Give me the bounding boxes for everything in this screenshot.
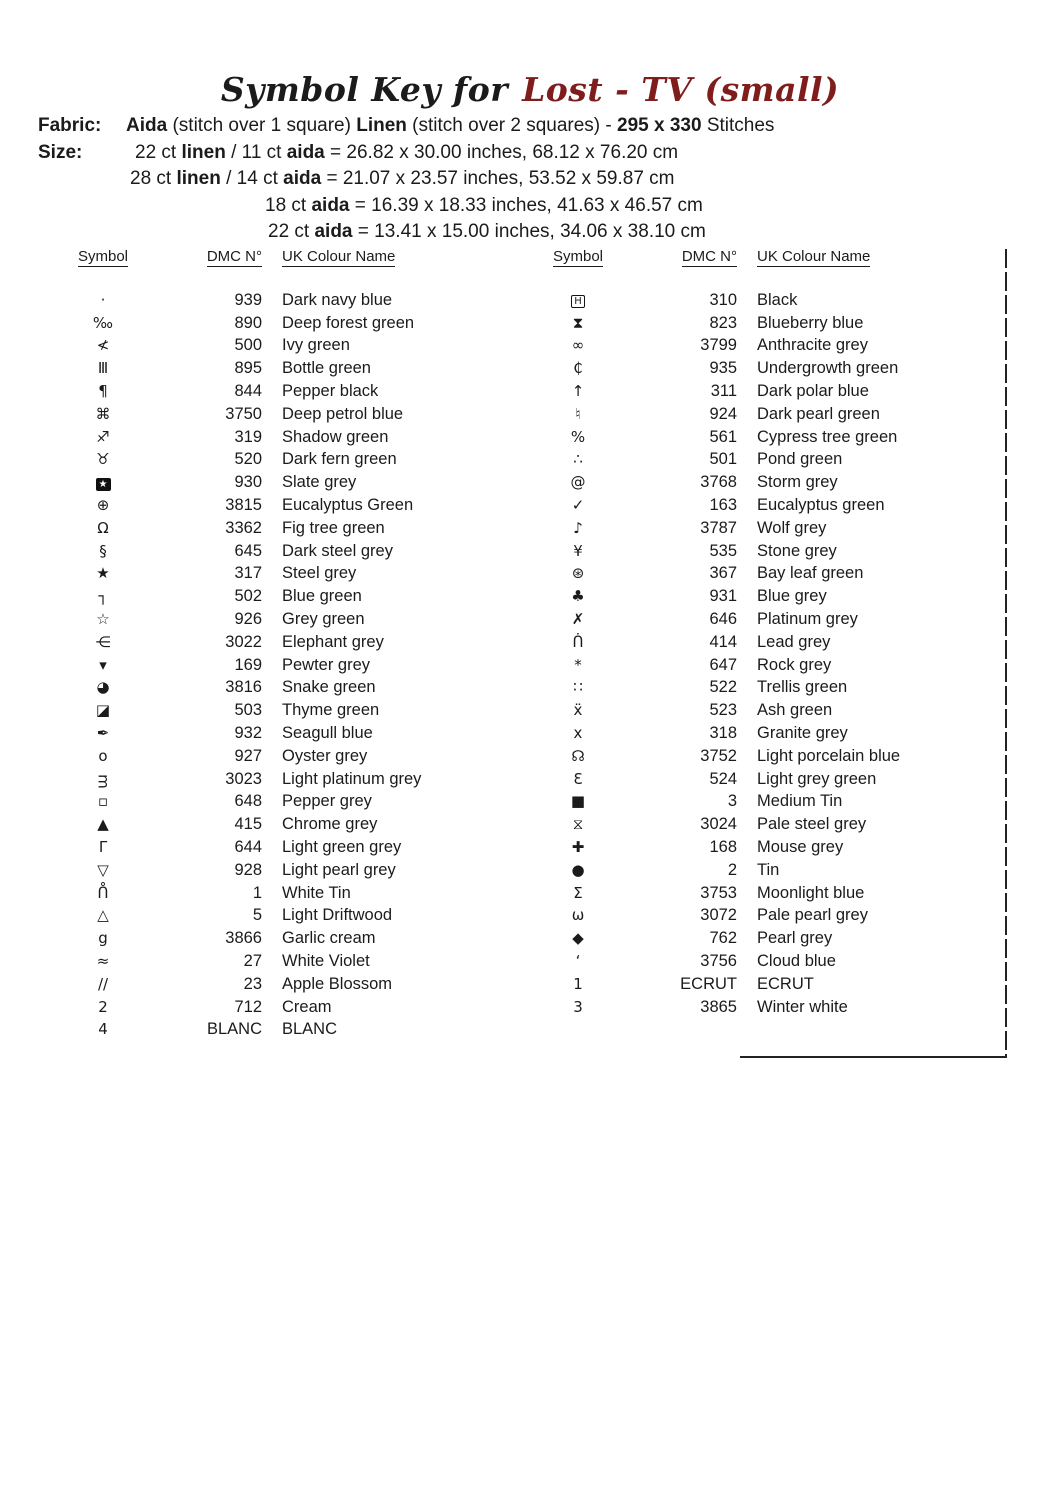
- colour-name-cell: Anthracite grey: [757, 336, 868, 355]
- dmc-number-cell: 503: [234, 701, 262, 720]
- symbol-cell: ‘: [575, 952, 581, 970]
- colour-name-cell: Deep petrol blue: [282, 404, 404, 423]
- symbol-cell: 4: [98, 1020, 108, 1039]
- key-row: [70, 791, 510, 814]
- key-row: [70, 745, 510, 768]
- symbol-cell: ⧗: [572, 313, 584, 332]
- key-row: [545, 905, 995, 928]
- symbol-cell: //: [97, 974, 109, 993]
- dmc-number-cell: 3753: [700, 883, 737, 902]
- colour-name-cell: Mouse grey: [757, 838, 844, 857]
- symbol-cell: ¥: [573, 541, 583, 560]
- colour-name-cell: Medium Tin: [757, 792, 843, 811]
- dmc-number-cell: 647: [709, 655, 737, 674]
- dmc-number-cell: 535: [709, 541, 737, 560]
- colour-name-cell: Deep forest green: [282, 313, 415, 332]
- symbol-cell: ┐: [98, 587, 108, 606]
- header-colour-name: UK Colour Name: [757, 248, 871, 265]
- symbol-cell: ᴟ: [98, 769, 108, 788]
- symbol-cell: ✚: [571, 838, 585, 857]
- key-rows-left-column: [70, 289, 510, 1041]
- symbol-cell: Ɛ: [573, 769, 583, 788]
- dmc-number-cell: 3768: [700, 473, 737, 492]
- symbol-cell: ≮: [96, 336, 110, 355]
- dmc-number-cell: 3756: [700, 952, 737, 970]
- symbol-cell: ⋲: [95, 632, 111, 651]
- title-prefix: Symbol Key for: [220, 70, 509, 109]
- key-row: [70, 494, 510, 517]
- size-line: [38, 219, 774, 246]
- dmc-number-cell: 935: [709, 359, 737, 378]
- symbol-cell: 1: [573, 974, 583, 993]
- symbol-cell: Γ: [98, 838, 108, 857]
- colour-name-cell: Grey green: [282, 610, 365, 629]
- key-row: [70, 1019, 510, 1042]
- key-row: [545, 563, 995, 586]
- symbol-cell: ◆: [572, 929, 584, 948]
- symbol-cell: ▲: [97, 815, 109, 834]
- colour-name-cell: Dark fern green: [282, 450, 397, 469]
- size-line: [38, 193, 774, 220]
- dmc-number-cell: 712: [234, 997, 262, 1016]
- dmc-number-cell: 927: [234, 746, 262, 765]
- dmc-number-cell: 3: [727, 792, 737, 811]
- symbol-cell: ⊕: [96, 496, 110, 515]
- key-row: [70, 517, 510, 540]
- colour-name-cell: Blue green: [282, 587, 362, 606]
- dmc-number-cell: 928: [234, 860, 262, 879]
- dmc-number-cell: 3023: [225, 769, 262, 788]
- header-symbol: Symbol: [552, 248, 604, 265]
- colour-name-cell: Dark polar blue: [757, 382, 869, 401]
- header-dmc: DMC N°: [206, 248, 262, 265]
- key-row: [545, 449, 995, 472]
- symbol-cell: ▫: [97, 792, 109, 811]
- dmc-number-cell: 3787: [700, 518, 737, 537]
- symbol-cell: ♉: [96, 450, 110, 469]
- key-row: [70, 289, 510, 312]
- dmc-number-cell: 524: [709, 769, 737, 788]
- dmc-number-cell: 520: [234, 450, 262, 469]
- key-rows-right-column: [545, 289, 995, 1019]
- dmc-number-cell: 561: [709, 427, 737, 446]
- key-row: [545, 768, 995, 791]
- key-row: [70, 380, 510, 403]
- colour-name-cell: BLANC: [282, 1020, 338, 1039]
- dmc-number-cell: 23: [243, 974, 262, 993]
- dmc-number-cell: 318: [709, 724, 737, 743]
- symbol-key-table: [0, 248, 1060, 1060]
- symbol-cell: ▾: [99, 655, 107, 674]
- dmc-number-cell: 648: [234, 792, 262, 811]
- key-row: [70, 859, 510, 882]
- stitch-symbol-icon: ★: [96, 478, 111, 491]
- colour-name-cell: Seagull blue: [282, 724, 373, 743]
- header-dmc: DMC N°: [681, 248, 737, 265]
- key-row: [70, 449, 510, 472]
- colour-name-cell: Ivy green: [282, 336, 350, 355]
- colour-name-cell: Granite grey: [757, 724, 848, 743]
- dmc-number-cell: 644: [234, 838, 262, 857]
- dmc-number-cell: ECRUT: [680, 974, 737, 993]
- key-row: [545, 335, 995, 358]
- symbol-cell: x: [573, 724, 583, 743]
- key-row: [70, 950, 510, 973]
- colour-name-cell: White Violet: [282, 952, 370, 970]
- key-row: [70, 882, 510, 905]
- fabric-text: Aida (stitch over 1 square) Linen (stitch over 2 squares) - 295 x 330 Stitches: [126, 115, 775, 136]
- key-row: [545, 540, 995, 563]
- symbol-cell: ✒: [96, 724, 110, 743]
- dmc-number-cell: 169: [234, 655, 262, 674]
- colour-name-cell: Light green grey: [282, 838, 402, 857]
- colour-name-cell: Pond green: [757, 450, 843, 469]
- symbol-cell: ☊: [571, 746, 585, 765]
- symbol-cell: Ⅲ: [97, 359, 109, 378]
- colour-name-cell: Light platinum grey: [282, 769, 422, 788]
- dmc-number-cell: 317: [234, 564, 262, 583]
- dmc-number-cell: 1: [252, 883, 262, 902]
- colour-name-cell: Fig tree green: [282, 518, 385, 537]
- symbol-cell: ∴: [573, 450, 583, 469]
- colour-name-cell: Garlic cream: [282, 929, 376, 948]
- key-row: [545, 494, 995, 517]
- symbol-cell: ‰: [92, 313, 114, 332]
- dmc-number-cell: 3799: [700, 336, 737, 355]
- colour-name-cell: Light Driftwood: [282, 906, 393, 925]
- symbol-cell: [70, 475, 136, 491]
- colour-name-cell: Ash green: [757, 701, 833, 720]
- dmc-number-cell: BLANC: [206, 1020, 262, 1039]
- key-row: [70, 585, 510, 608]
- colour-name-cell: Shadow green: [282, 427, 389, 446]
- dmc-number-cell: 895: [234, 359, 262, 378]
- colour-name-cell: Chrome grey: [282, 815, 378, 834]
- symbol-cell: ●: [571, 860, 585, 879]
- dmc-number-cell: 930: [234, 473, 262, 492]
- dmc-number-cell: 3024: [700, 815, 737, 834]
- table-header-right: [545, 248, 870, 265]
- key-row: [545, 517, 995, 540]
- colour-name-cell: Wolf grey: [757, 518, 827, 537]
- colour-name-cell: Light porcelain blue: [757, 746, 901, 765]
- colour-name-cell: Storm grey: [757, 473, 838, 492]
- key-row: [70, 563, 510, 586]
- colour-name-cell: Undergrowth green: [757, 359, 899, 378]
- key-row: [545, 312, 995, 335]
- symbol-cell: ◕: [96, 678, 110, 697]
- dmc-number-cell: 645: [234, 541, 262, 560]
- key-row: [70, 426, 510, 449]
- key-row: [545, 722, 995, 745]
- key-row: [70, 357, 510, 380]
- key-row: [545, 357, 995, 380]
- dmc-number-cell: 311: [710, 382, 737, 401]
- key-row: [545, 289, 995, 312]
- key-row: [545, 996, 995, 1019]
- symbol-cell: ⌘: [95, 404, 111, 423]
- symbol-cell: △: [97, 906, 109, 925]
- symbol-cell: ♣: [571, 587, 585, 606]
- dmc-number-cell: 2: [727, 860, 737, 879]
- symbol-cell: ■: [570, 792, 586, 811]
- dmc-number-cell: 163: [709, 496, 737, 515]
- dmc-number-cell: 3865: [700, 997, 737, 1016]
- key-row: [545, 791, 995, 814]
- colour-name-cell: Thyme green: [282, 701, 380, 720]
- dmc-number-cell: 3815: [225, 496, 262, 515]
- symbol-cell: ω: [571, 906, 585, 925]
- colour-name-cell: Bottle green: [282, 359, 371, 378]
- symbol-cell: ≈: [96, 952, 110, 970]
- panel-right-border-line: [1005, 249, 1007, 1057]
- dmc-number-cell: 762: [709, 929, 737, 948]
- colour-name-cell: Oyster grey: [282, 746, 368, 765]
- colour-name-cell: Dark pearl green: [757, 404, 880, 423]
- key-row: [70, 335, 510, 358]
- dmc-number-cell: 367: [709, 564, 737, 583]
- key-row: [545, 403, 995, 426]
- dmc-number-cell: 310: [709, 290, 737, 309]
- colour-name-cell: Blueberry blue: [757, 313, 864, 332]
- symbol-cell: 3: [573, 997, 583, 1016]
- colour-name-cell: Apple Blossom: [282, 974, 393, 993]
- colour-name-cell: Dark steel grey: [282, 541, 393, 560]
- dmc-number-cell: 3750: [225, 404, 262, 423]
- symbol-cell: ₵: [573, 359, 583, 378]
- colour-name-cell: Pearl grey: [757, 929, 833, 948]
- size-text: 22 ct aida = 13.41 x 15.00 inches, 34.06 x 38.10 cm: [268, 221, 706, 243]
- colour-name-cell: Eucalyptus green: [757, 496, 885, 515]
- key-row: [545, 585, 995, 608]
- symbol-cell: ✓: [571, 496, 585, 515]
- symbol-cell: ⧖: [572, 815, 584, 834]
- size-label: Size:: [38, 141, 83, 163]
- size-text: 22 ct linen / 11 ct aida = 26.82 x 30.00 inches, 68.12 x 76.20 cm: [135, 141, 679, 163]
- key-row: [545, 927, 995, 950]
- dmc-number-cell: 823: [709, 313, 737, 332]
- fabric-line: [38, 113, 774, 140]
- symbol-cell: ẍ: [573, 701, 583, 720]
- pattern-meta: [38, 113, 774, 246]
- key-row: [545, 608, 995, 631]
- key-row: [545, 745, 995, 768]
- key-row: [70, 403, 510, 426]
- size-line: [38, 166, 774, 193]
- colour-name-cell: Snake green: [282, 678, 376, 697]
- dmc-number-cell: 844: [234, 382, 262, 401]
- colour-name-cell: Winter white: [757, 997, 848, 1016]
- dmc-number-cell: 5: [252, 906, 262, 925]
- fabric-label: Fabric:: [38, 115, 102, 136]
- size-text: 28 ct linen / 14 ct aida = 21.07 x 23.57 inches, 53.52 x 59.87 cm: [130, 168, 675, 190]
- key-row: [70, 540, 510, 563]
- dmc-number-cell: 924: [709, 404, 737, 423]
- dmc-number-cell: 319: [234, 427, 262, 446]
- key-row: [70, 677, 510, 700]
- dmc-number-cell: 3816: [225, 678, 262, 697]
- colour-name-cell: Rock grey: [757, 655, 832, 674]
- symbol-cell: ¶: [98, 382, 108, 401]
- colour-name-cell: Light grey green: [757, 769, 877, 788]
- dmc-number-cell: 415: [234, 815, 262, 834]
- stitch-symbol-icon: H: [571, 295, 586, 308]
- key-row: [70, 836, 510, 859]
- symbol-cell: Ω: [97, 518, 109, 537]
- colour-name-cell: Lead grey: [757, 632, 831, 651]
- colour-name-cell: Cloud blue: [757, 952, 836, 970]
- title-pattern-name: Lost - TV (small): [522, 70, 840, 109]
- key-row: [70, 654, 510, 677]
- key-row: [545, 631, 995, 654]
- key-row: [70, 905, 510, 928]
- symbol-cell: ᑏ: [572, 632, 584, 651]
- key-row: [545, 699, 995, 722]
- symbol-cell: ☆: [96, 610, 110, 629]
- colour-name-cell: Blue grey: [757, 587, 827, 606]
- symbol-cell: ↑: [571, 382, 585, 401]
- symbol-cell: *: [574, 655, 582, 674]
- symbol-cell: ⊛: [571, 564, 585, 583]
- symbol-cell: [545, 292, 611, 308]
- colour-name-cell: Cypress tree green: [757, 427, 898, 446]
- dmc-number-cell: 3022: [225, 632, 262, 651]
- symbol-cell: Σ: [573, 883, 583, 902]
- dmc-number-cell: 414: [709, 632, 737, 651]
- symbol-cell: o: [98, 746, 108, 765]
- key-row: [70, 312, 510, 335]
- dmc-number-cell: 932: [234, 724, 262, 743]
- dmc-number-cell: 890: [234, 313, 262, 332]
- key-row: [70, 699, 510, 722]
- colour-name-cell: Pale steel grey: [757, 815, 867, 834]
- dmc-number-cell: 3752: [700, 746, 737, 765]
- colour-name-cell: Dark navy blue: [282, 290, 393, 309]
- colour-name-cell: Moonlight blue: [757, 883, 865, 902]
- key-row: [545, 471, 995, 494]
- symbol-cell: %: [570, 427, 586, 446]
- symbol-cell: ✗: [571, 610, 585, 629]
- symbol-cell: 2: [98, 997, 108, 1016]
- colour-name-cell: Slate grey: [282, 473, 357, 492]
- symbol-cell: §: [99, 541, 107, 560]
- dmc-number-cell: 27: [243, 952, 262, 970]
- dmc-number-cell: 168: [709, 838, 737, 857]
- key-row: [70, 973, 510, 996]
- dmc-number-cell: 3072: [700, 906, 737, 925]
- dmc-number-cell: 3362: [225, 518, 262, 537]
- colour-name-cell: Trellis green: [757, 678, 848, 697]
- symbol-cell: g: [98, 929, 108, 948]
- symbol-cell: @: [570, 473, 586, 492]
- key-row: [70, 722, 510, 745]
- key-row: [545, 836, 995, 859]
- key-row: [545, 859, 995, 882]
- size-text: 18 ct aida = 16.39 x 18.33 inches, 41.63 x 46.57 cm: [265, 194, 703, 216]
- colour-name-cell: Steel grey: [282, 564, 357, 583]
- size-line: [38, 140, 774, 167]
- dmc-number-cell: 523: [709, 701, 737, 720]
- dmc-number-cell: 522: [709, 678, 737, 697]
- key-row: [545, 677, 995, 700]
- colour-name-cell: Bay leaf green: [757, 564, 864, 583]
- key-row: [70, 813, 510, 836]
- symbol-cell: ∷: [573, 678, 583, 697]
- colour-name-cell: Black: [757, 290, 798, 309]
- key-row: [545, 950, 995, 973]
- symbol-cell: ★: [96, 564, 110, 583]
- dmc-number-cell: 3866: [225, 929, 262, 948]
- key-row: [545, 654, 995, 677]
- symbol-cell: ·: [100, 290, 106, 309]
- key-row: [545, 973, 995, 996]
- header-symbol: Symbol: [77, 248, 129, 265]
- colour-name-cell: White Tin: [282, 883, 351, 902]
- colour-name-cell: Pale pearl grey: [757, 906, 868, 925]
- colour-name-cell: ECRUT: [757, 974, 814, 993]
- symbol-cell: ᑍ: [97, 883, 109, 902]
- colour-name-cell: Pepper black: [282, 382, 379, 401]
- key-row: [70, 996, 510, 1019]
- colour-name-cell: Elephant grey: [282, 632, 384, 651]
- header-colour-name: UK Colour Name: [282, 248, 396, 265]
- dmc-number-cell: 926: [234, 610, 262, 629]
- size-lines: [38, 140, 774, 246]
- colour-name-cell: Tin: [757, 860, 780, 879]
- dmc-number-cell: 502: [234, 587, 262, 606]
- colour-name-cell: Platinum grey: [757, 610, 858, 629]
- key-row: [545, 882, 995, 905]
- key-row: [545, 380, 995, 403]
- symbol-cell: ▽: [97, 860, 109, 879]
- key-row: [545, 426, 995, 449]
- key-row: [70, 927, 510, 950]
- dmc-number-cell: 939: [234, 290, 262, 309]
- colour-name-cell: Light pearl grey: [282, 860, 396, 879]
- key-row: [70, 471, 510, 494]
- symbol-cell: ♮: [575, 404, 581, 423]
- page-title: [0, 70, 1060, 109]
- colour-name-cell: Cream: [282, 997, 332, 1016]
- colour-name-cell: Eucalyptus Green: [282, 496, 414, 515]
- colour-name-cell: Stone grey: [757, 541, 837, 560]
- symbol-cell: ◪: [95, 701, 111, 720]
- panel-bottom-border-line: [740, 1056, 1007, 1058]
- dmc-number-cell: 500: [234, 336, 262, 355]
- dmc-number-cell: 646: [709, 610, 737, 629]
- colour-name-cell: Pewter grey: [282, 655, 371, 674]
- symbol-cell: ♪: [573, 518, 583, 537]
- table-header-left: [70, 248, 395, 265]
- key-row: [70, 608, 510, 631]
- symbol-cell: ∞: [571, 336, 585, 355]
- symbol-cell: ♐: [96, 427, 110, 446]
- dmc-number-cell: 931: [709, 587, 737, 606]
- key-row: [70, 631, 510, 654]
- key-row: [545, 813, 995, 836]
- colour-name-cell: Pepper grey: [282, 792, 372, 811]
- key-row: [70, 768, 510, 791]
- dmc-number-cell: 501: [709, 450, 737, 469]
